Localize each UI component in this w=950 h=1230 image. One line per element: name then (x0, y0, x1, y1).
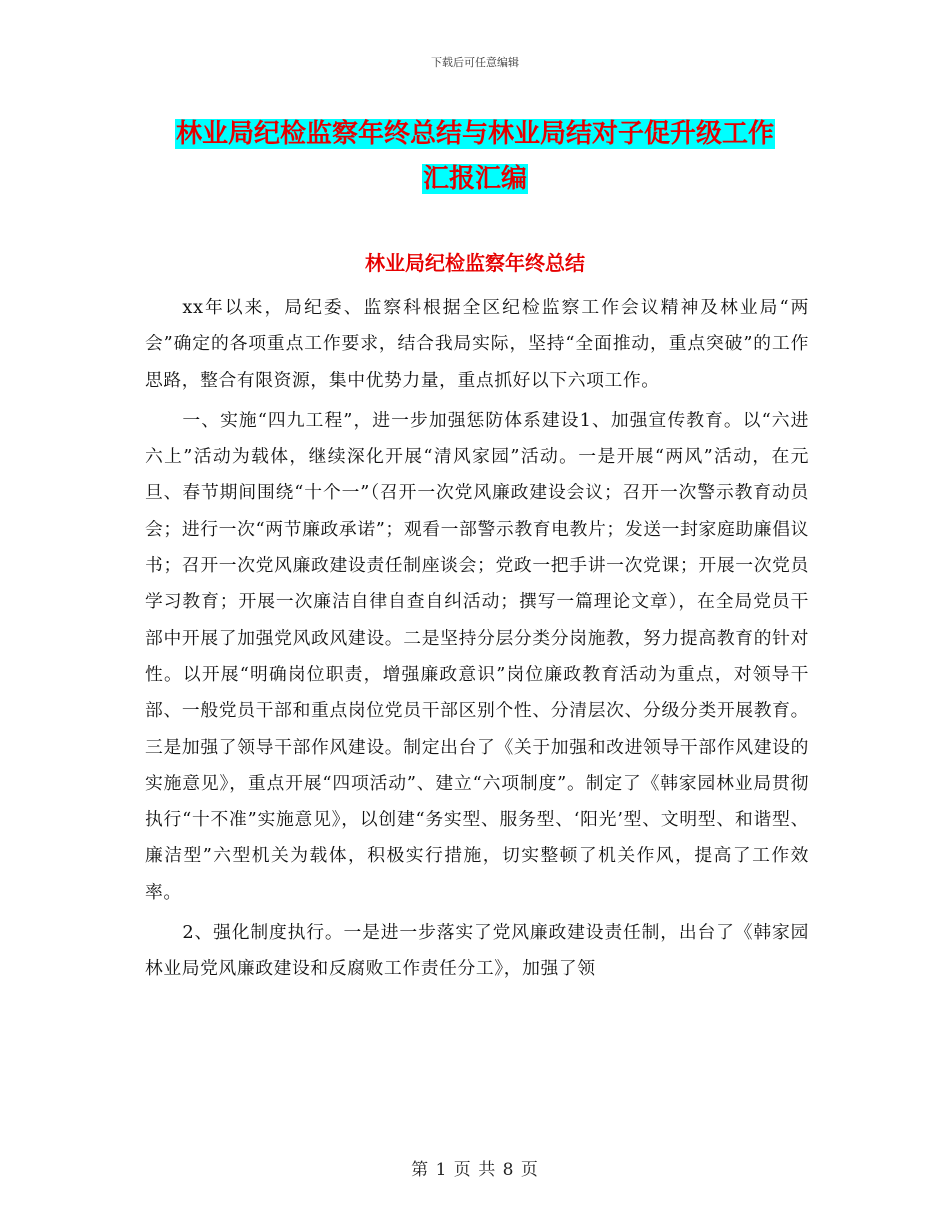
section-title: 林业局纪检监察年终总结 (365, 251, 585, 275)
main-title (150, 112, 800, 202)
paragraph: 一、实施“四九工程”，进一步加强惩防体系建设1、加强宣传教育。以“六进六上”活动为载体，继续深化开展“清风家园”活动。一是开展“两风”活动，在元旦、春节期间围绕“十个一”（召开一次党风廉政建设会议；召开一次警示教育动员会；进行一次“两节廉政承诺”；观看一部警示教育电教片；发送一封家庭助廉倡议书；召开一次党风廉政建设责任制座谈会；党政一把手讲一次党课；开展一次党员学习教育；开展一次廉洁自律自查自纠活动；撰写一篇理论文章），在全局党员干部中开展了加强党风政风建设。二是坚持分层分类分岗施教，努力提高教育的针对性。以开展“明确岗位职责，增强廉政意识”岗位廉政教育活动为重点，对领导干部、一般党员干部和重点岗位党员干部区别个性、分清层次、分级分类开展教育。三是加强了领导干部作风建设。制定出台了《关于加强和改进领导干部作风建设的实施意见》，重点开展“四项活动”、建立“六项制度”。制定了《韩家园林业局贯彻执行“十不准”实施意见》，以创建“务实型、服务型、‘阳光’型、文明型、和谐型、廉洁型”六型机关为载体，积极实行措施，切实整顿了机关作风，提高了工作效率。 (145, 409, 809, 903)
header-note: 下载后可任意编辑 (431, 56, 519, 69)
page-footer: 第 1 页 共 8 页 (411, 1160, 539, 1180)
body-text (145, 290, 809, 988)
paragraph: xx年以来，局纪委、监察科根据全区纪检监察工作会议精神及林业局“两会”确定的各项重点工作要求，结合我局实际，坚持“全面推动，重点突破”的工作思路，整合有限资源，集中优势力量，重点抓好以下六项工作。 (145, 297, 809, 391)
main-title-line-1: 林业局纪检监察年终总结与林业局结对子促升级工作 (175, 119, 774, 149)
paragraph: 2、强化制度执行。一是进一步落实了党风廉政建设责任制，出台了《韩家园林业局党风廉政建设和反腐败工作责任分工》，加强了领 (145, 922, 809, 980)
main-title-line-2: 汇报汇编 (422, 164, 527, 194)
